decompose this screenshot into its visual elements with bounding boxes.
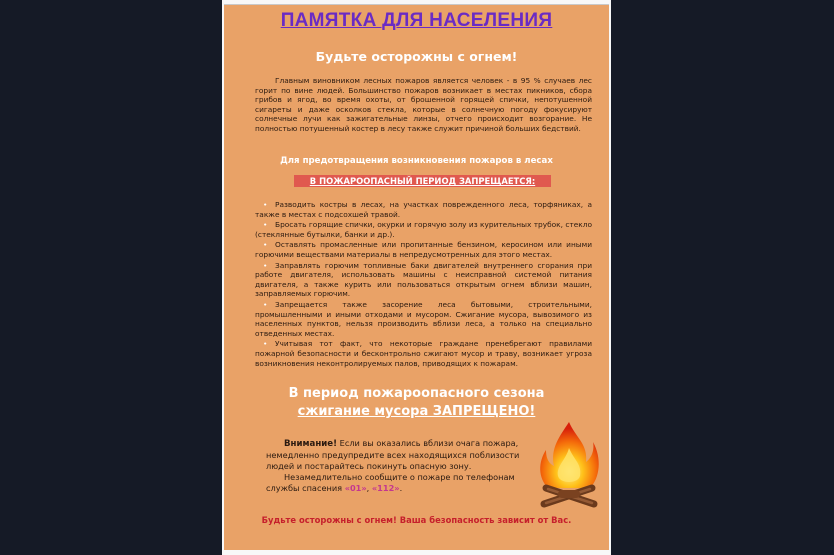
bullet-icon: • <box>263 240 268 250</box>
season-line-2: сжигание мусора ЗАПРЕЩЕНО! <box>297 404 536 419</box>
rule-item <box>255 200 592 219</box>
season-notice <box>224 385 609 421</box>
warning-lead: Внимание! <box>284 439 338 449</box>
warning-line <box>266 438 536 472</box>
rule-item <box>255 220 592 239</box>
phone-112: «112» <box>371 483 400 493</box>
campfire-icon <box>536 418 602 512</box>
warning-line <box>266 472 536 494</box>
warning-end: . <box>399 483 403 493</box>
rule-item <box>255 339 592 368</box>
intro-paragraph: Главным виновником лесных пожаров является человек - в 95 % случаев лес горит по вине людей. Большинство пожаров возникает в местах пикников, сбора грибов и ягод, во время охоты, от брошенной горящей спички, непотушенной сигареты и даже осколков стекла, которые в солнечную погоду фокусируют солнечные лучи как зажигательные линзы, отчего происходит возгорание. Не полностью потушенный костер в лесу также служит причиной больших бедствий. <box>255 76 592 133</box>
bullet-icon: • <box>263 299 268 309</box>
forbidden-heading: В ПОЖАРООПАСНЫЙ ПЕРИОД ЗАПРЕЩАЕТСЯ: <box>294 175 551 187</box>
bullet-icon: • <box>263 260 268 270</box>
leaflet-sheet <box>224 4 609 550</box>
rule-text: Заправлять горючим топливные баки двигателей внутреннего сгорания при работе двигателя, использовать машины с неисправной системой питания двигателя, а также курить или пользоваться открытым огнем вблизи машин, заправляемых горючим. <box>255 260 592 299</box>
rule-text: Разводить костры в лесах, на участках поврежденного леса, торфяниках, а также в местах с подсохшей травой. <box>255 200 592 219</box>
rule-item <box>255 261 592 299</box>
rule-text: Оставлять промасленные или пропитанные бензином, керосином или иными горючими веществами материалы в непредусмотренных для этого местах. <box>255 240 592 259</box>
warning-text-2: Незамедлительно сообщите о пожаре по телефонам службы спасения <box>266 472 515 493</box>
rule-text: Бросать горящие спички, окурки и горячую золу из курительных трубок, стекло (стеклянные бутылки, банки и др.). <box>255 220 592 239</box>
phone-separator: , <box>366 483 372 493</box>
warning-text-1: Если вы оказались вблизи очага пожара, немедленно предупредите всех находящихся поблизости людей и постарайтесь покинуть опасную зону. <box>266 438 520 471</box>
bullet-icon: • <box>263 200 268 209</box>
bullet-icon: • <box>263 339 268 349</box>
subtitle: Будьте осторожны с огнем! <box>315 49 518 64</box>
prevention-heading: Для предотвращения возникновения пожаров в лесах <box>280 156 553 166</box>
rule-item <box>255 240 592 259</box>
rules-list <box>255 200 592 369</box>
page-title: ПАМЯТКА ДЛЯ НАСЕЛЕНИЯ <box>280 10 553 31</box>
season-line-1: В период пожароопасного сезона <box>288 386 545 401</box>
document-page <box>222 0 611 555</box>
bullet-icon: • <box>263 220 268 230</box>
rule-text: Учитывая тот факт, что некоторые граждане пренебрегают правилами пожарной безопасности и бесконтрольно сжигают мусор и траву, возникает угроза возникновения неконтролируемых палов, приводящих к пожарам. <box>255 339 592 368</box>
rule-item <box>255 300 592 338</box>
warning-block <box>266 438 536 494</box>
rule-text: Запрещается также засорение леса бытовыми, строительными, промышленными и иными отходами и мусором. Сжигание мусора, вывозимого из населенных пунктов, нельзя производить вблизи леса, а только на специально отведенных местах. <box>255 299 592 338</box>
phone-01: «01» <box>344 483 367 493</box>
footer-slogan: Будьте осторожны с огнем! Ваша безопасность зависит от Вас. <box>261 515 572 525</box>
